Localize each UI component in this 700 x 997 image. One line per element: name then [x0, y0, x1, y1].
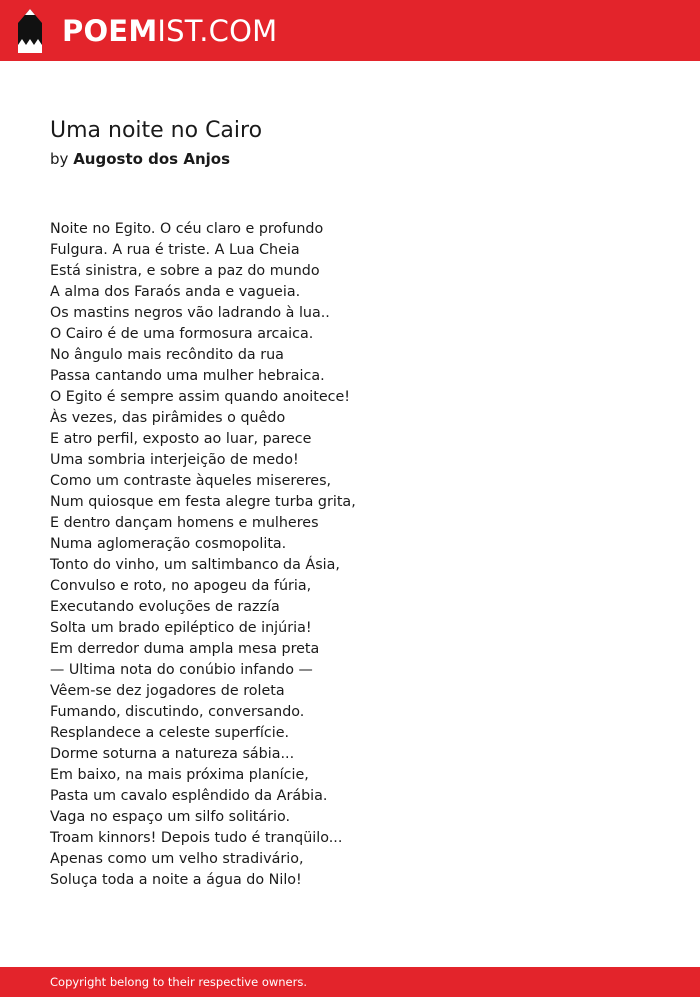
poem-line: Como um contraste àqueles misereres, [50, 473, 332, 489]
poem-line: E atro perfil, exposto ao luar, parece [50, 431, 312, 447]
byline [50, 149, 230, 169]
poem-line: O Cairo é de uma formosura arcaica. [50, 326, 314, 342]
poem-line: Num quiosque em festa alegre turba grita, [50, 494, 356, 510]
poem-line: Vaga no espaço um silfo solitário. [50, 809, 291, 825]
poem-body [50, 219, 356, 891]
poem-line: Convulso e roto, no apogeu da fúria, [50, 578, 312, 594]
by-label: by [50, 150, 69, 168]
poem-line: — Ultima nota do conúbio infando — [50, 662, 313, 678]
copyright-text: Copyright belong to their respective owners. [50, 975, 308, 989]
poem-line: Tonto do vinho, um saltimbanco da Ásia, [50, 557, 340, 573]
poem-line: Fulgura. A rua é triste. A Lua Cheia [50, 242, 300, 258]
poem-line: Vêem-se dez jogadores de roleta [50, 683, 285, 699]
poem-line: Dorme soturna a natureza sábia... [50, 746, 295, 762]
author-name: Augosto dos Anjos [73, 150, 230, 168]
poem-line: Troam kinnors! Depois tudo é tranqüilo... [50, 830, 343, 846]
logo-light-text: IST.COM [157, 14, 278, 48]
poem-line: No ângulo mais recôndito da rua [50, 347, 284, 363]
poem-line: Em baixo, na mais próxima planície, [50, 767, 309, 783]
poem-line: Pasta um cavalo esplêndido da Arábia. [50, 788, 328, 804]
site-logo[interactable] [62, 13, 277, 49]
poem-line: Soluça toda a noite a água do Nilo! [50, 872, 302, 888]
poem-line: Numa aglomeração cosmopolita. [50, 536, 287, 552]
poem-line: Solta um brado epiléptico de injúria! [50, 620, 312, 636]
poem-line: E dentro dançam homens e mulheres [50, 515, 319, 531]
poem-line: Os mastins negros vão ladrando à lua.. [50, 305, 330, 321]
poem-line: A alma dos Faraós anda e vagueia. [50, 284, 301, 300]
poem-line: Executando evoluções de razzía [50, 599, 280, 615]
poem-line: Às vezes, das pirâmides o quêdo [50, 410, 286, 426]
poem-line: Fumando, discutindo, conversando. [50, 704, 305, 720]
poem-line: O Egito é sempre assim quando anoitece! [50, 389, 351, 405]
poem-line: Passa cantando uma mulher hebraica. [50, 368, 325, 384]
poem-title: Uma noite no Cairo [50, 118, 263, 143]
poem-line: Resplandece a celeste superfície. [50, 725, 290, 741]
poem-line: Em derredor duma ampla mesa preta [50, 641, 320, 657]
header-bar [0, 0, 700, 61]
poem-line: Uma sombria interjeição de medo! [50, 452, 299, 468]
poem-line: Está sinistra, e sobre a paz do mundo [50, 263, 320, 279]
logo-bold-text: POEM [62, 14, 158, 48]
footer-bar [0, 967, 700, 997]
pencil-logo-icon [17, 9, 43, 53]
poem-line: Noite no Egito. O céu claro e profundo [50, 221, 324, 237]
poem-line: Apenas como um velho stradivário, [50, 851, 304, 867]
